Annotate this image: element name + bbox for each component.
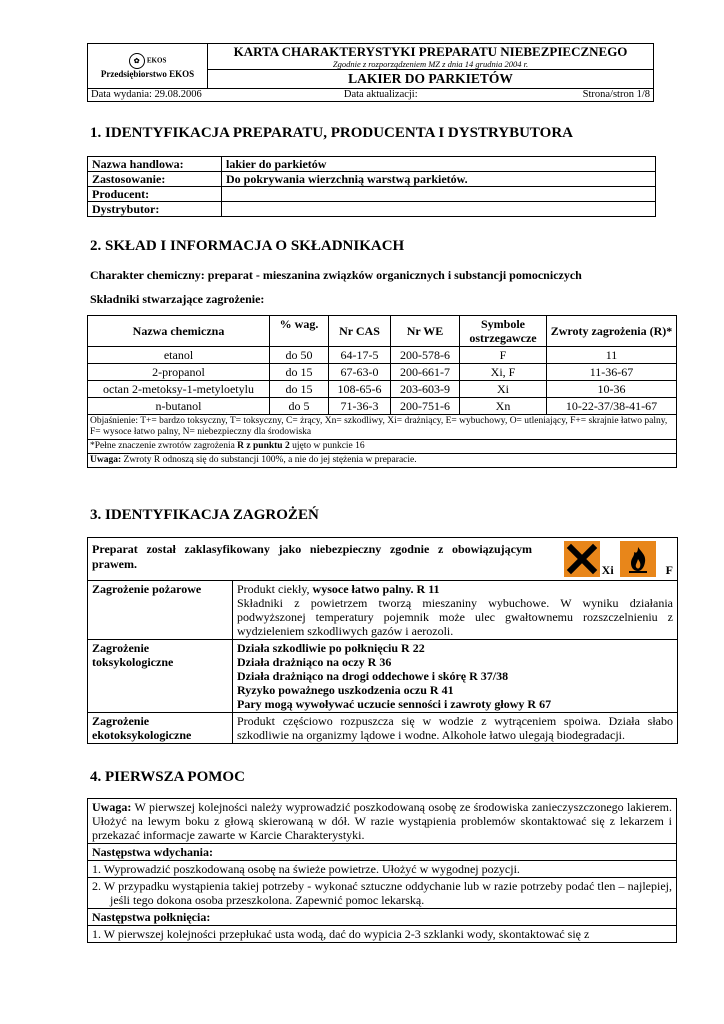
cell-we: 200-751-6 — [391, 398, 460, 415]
cell-name: octan 2-metoksy-1-metyloetylu — [88, 381, 270, 398]
cell-r: 10-22-37/38-41-67 — [547, 398, 677, 415]
cell-we: 203-603-9 — [391, 381, 460, 398]
tox-hazard-label: Zagrożenie toksykologiczne — [88, 640, 233, 713]
warning-text: W pierwszej kolejności należy wyprowadzić poszkodowaną osobę ze środowiska zanieczyszczonego lakierem. Ułożyć na lewym boku z głową skierowaną w dół. W razie wystąpienia problemów skontaktować się z lekarzem i przekazać informacje zawarte w Karcie Charakterystyki. — [92, 800, 672, 842]
table-row — [88, 157, 656, 172]
table-row — [88, 454, 677, 468]
row-value — [222, 202, 656, 217]
col-header-we: Nr WE — [391, 316, 460, 347]
tox-line: Działa szkodliwie po połknięciu R 22 — [237, 641, 425, 655]
composition-table — [87, 315, 677, 468]
table-row — [88, 861, 677, 878]
table-row — [88, 440, 677, 454]
cell-cas: 64-17-5 — [329, 347, 391, 364]
sheet-regulation: Zgodnie z rozporządzeniem MZ z dnia 14 grudnia 2004 r. — [332, 59, 529, 69]
col-header-name: Nazwa chemiczna — [88, 316, 270, 347]
table-row — [88, 364, 677, 381]
table-header-row — [88, 316, 677, 347]
company-logo-cell — [88, 44, 208, 89]
cell-cas: 67-63-0 — [329, 364, 391, 381]
note-part: Zwroty R odnoszą się do substancji 100%, a nie do jej stężenia w preparacie. — [121, 455, 417, 465]
flame-icon — [620, 541, 656, 577]
cell-pct: do 15 — [270, 364, 329, 381]
fire-detail: Składniki z powietrzem tworzą mieszaniny wybuchowe. W wyniku działania podwyższonej temperatury pojemnik może ulec gwałtownemu rozszczelnieniu z wydzieleniem szkodliwych gazów i aerozoli. — [237, 596, 673, 638]
table-row — [88, 878, 677, 909]
cell-r: 10-36 — [547, 381, 677, 398]
cell-name: etanol — [88, 347, 270, 364]
tox-line: Pary mogą wywoływać uczucie senności i zawroty głowy R 67 — [237, 697, 552, 711]
col-header-cas: Nr CAS — [329, 316, 391, 347]
table-row — [88, 640, 678, 713]
company-name: Przedsiębiorstwo EKOS — [100, 68, 195, 79]
identification-table — [87, 156, 656, 217]
cell-pct: do 5 — [270, 398, 329, 415]
hazard-components-label: Składniki stwarzające zagrożenie: — [90, 292, 265, 306]
cell-we: 200-661-7 — [391, 364, 460, 381]
table-row — [88, 713, 678, 744]
tox-line: Działa drażniąco na drogi oddechowe i skórę R 37/38 — [237, 669, 509, 683]
inhalation-step-1: 1. Wyprowadzić poszkodowaną osobę na świeże powietrze. Ułożyć w wygodnej pozycji. — [88, 861, 677, 878]
col-header-symbols: Symbole ostrzegawcze — [460, 316, 547, 347]
cell-symbol: Xi — [460, 381, 547, 398]
swallowing-step-1: 1. W pierwszej kolejności przepłukać usta wodą, dać do wypicia 2-3 szklanki wody, skontaktować się z — [88, 926, 677, 943]
table-row — [88, 538, 678, 581]
section-3-heading: 3. IDENTYFIKACJA ZAGROŻEŃ — [90, 507, 319, 523]
fire-hazard-text — [233, 581, 678, 640]
row-label: Producent: — [88, 187, 222, 202]
hazard-pictograms — [564, 541, 673, 577]
issue-date: Data wydania: 29.08.2006 — [88, 89, 208, 102]
row-label: Dystrybutor: — [88, 202, 222, 217]
document-header — [87, 43, 654, 102]
fire-part: Produkt ciekły, — [237, 582, 313, 596]
ekos-logo-icon: ✿ — [129, 53, 145, 69]
eco-hazard-text: Produkt częściowo rozpuszcza się w wodzie z wytrąceniem spoiwa. Działa słabo szkodliwie na organizmy lądowe i wodne. Alkohole łatwo ulegają biodegradacji. — [233, 713, 678, 744]
tox-hazard-list — [233, 640, 678, 713]
row-value: Do pokrywania wierzchnią warstwą parkietów. — [222, 172, 656, 187]
explanation-note: Objaśnienie: T+= bardzo toksyczny, T= toksyczny, C= żrący, Xn= szkodliwy, Xi= drażniący, E= wybuchowy, O= utleniający, F+= skrajnie łatwo palny, F= wysoce łatwo palny, N= niebezpieczny dla środowiska — [88, 415, 677, 440]
table-row — [88, 347, 677, 364]
table-row — [88, 581, 678, 640]
logo-text: EKOS — [146, 56, 167, 64]
pictogram-label-f: F — [665, 563, 673, 577]
cell-r: 11-36-67 — [547, 364, 677, 381]
table-row — [88, 187, 656, 202]
cell-r: 11 — [547, 347, 677, 364]
table-row — [88, 202, 656, 217]
cell-cas: 108-65-6 — [329, 381, 391, 398]
chemical-character: Charakter chemiczny: preparat - mieszanina związków organicznych i substancji pomocniczych — [90, 268, 582, 282]
update-date: Data aktualizacji: — [208, 89, 498, 102]
cell-pct: do 50 — [270, 347, 329, 364]
table-row — [88, 844, 677, 861]
cell-we: 200-578-6 — [391, 347, 460, 364]
sheet-title: KARTA CHARAKTERYSTYKI PREPARATU NIEBEZPIECZNEGO — [233, 44, 628, 59]
fire-hazard-label: Zagrożenie pożarowe — [88, 581, 233, 640]
fire-bold: wysoce łatwo palny. R 11 — [312, 582, 440, 596]
first-aid-warning — [88, 799, 677, 844]
tox-line: Ryzyko poważnego uszkodzenia oczu R 41 — [237, 683, 454, 697]
table-row — [88, 926, 677, 943]
table-row — [88, 909, 677, 926]
table-row — [88, 398, 677, 415]
table-row — [88, 172, 656, 187]
cell-symbol: Xi, F — [460, 364, 547, 381]
col-header-pct: % wag. — [270, 316, 329, 347]
cell-name: 2-propanol — [88, 364, 270, 381]
section-2-heading: 2. SKŁAD I INFORMACJA O SKŁADNIKACH — [90, 238, 405, 254]
row-label: Zastosowanie: — [88, 172, 222, 187]
section-4-heading: 4. PIERWSZA POMOC — [90, 769, 245, 785]
inhalation-step-2: 2. W przypadku wystąpienia takiej potrzeby - wykonać sztuczne oddychanie lub w razie potrzeby podać tlen – najlepiej, jeśli tego dokona osoba przeszkolona. Zapewnić pomoc lekarską. — [88, 878, 677, 909]
section-1-heading: 1. IDENTYFIKACJA PREPARATU, PRODUCENTA I DYSTRYBUTORA — [90, 125, 573, 141]
cell-cas: 71-36-3 — [329, 398, 391, 415]
col-header-r-phrases: Zwroty zagrożenia (R)* — [547, 316, 677, 347]
product-name: LAKIER DO PARKIETÓW — [208, 70, 654, 89]
note-part: ujęto w punkcie 16 — [289, 441, 365, 451]
pictogram-label-xi: Xi — [601, 563, 614, 577]
warning-label: Uwaga: — [92, 800, 132, 814]
cell-name: n-butanol — [88, 398, 270, 415]
hazards-table — [87, 537, 678, 744]
classification-cell — [88, 538, 678, 581]
sheet-title-cell — [208, 44, 654, 70]
page-number: Strona/stron 1/8 — [497, 89, 653, 102]
note-bold: Uwaga: — [90, 455, 122, 465]
table-row — [88, 415, 677, 440]
note-part: *Pełne znaczenie zwrotów zagrożenia — [90, 441, 238, 451]
cell-symbol: Xn — [460, 398, 547, 415]
table-row — [88, 799, 677, 844]
row-value — [222, 187, 656, 202]
tox-line: Działa drażniąco na oczy R 36 — [237, 655, 392, 669]
note-bold: R z punktu 2 — [237, 441, 290, 451]
inhalation-label: Następstwa wdychania: — [88, 844, 677, 861]
classification-text: Preparat został zaklasyfikowany jako niebezpieczny zgodnie z obowiązującym prawem. — [92, 542, 532, 571]
row-value: lakier do parkietów — [222, 157, 656, 172]
first-aid-table — [87, 798, 677, 943]
cell-pct: do 15 — [270, 381, 329, 398]
harmful-x-icon — [564, 541, 600, 577]
eco-hazard-label: Zagrożenie ekotoksykologiczne — [88, 713, 233, 744]
row-label: Nazwa handlowa: — [88, 157, 222, 172]
cell-symbol: F — [460, 347, 547, 364]
swallowing-label: Następstwa połknięcia: — [88, 909, 677, 926]
concentration-note — [88, 454, 677, 468]
full-meaning-note — [88, 440, 677, 454]
table-row — [88, 381, 677, 398]
